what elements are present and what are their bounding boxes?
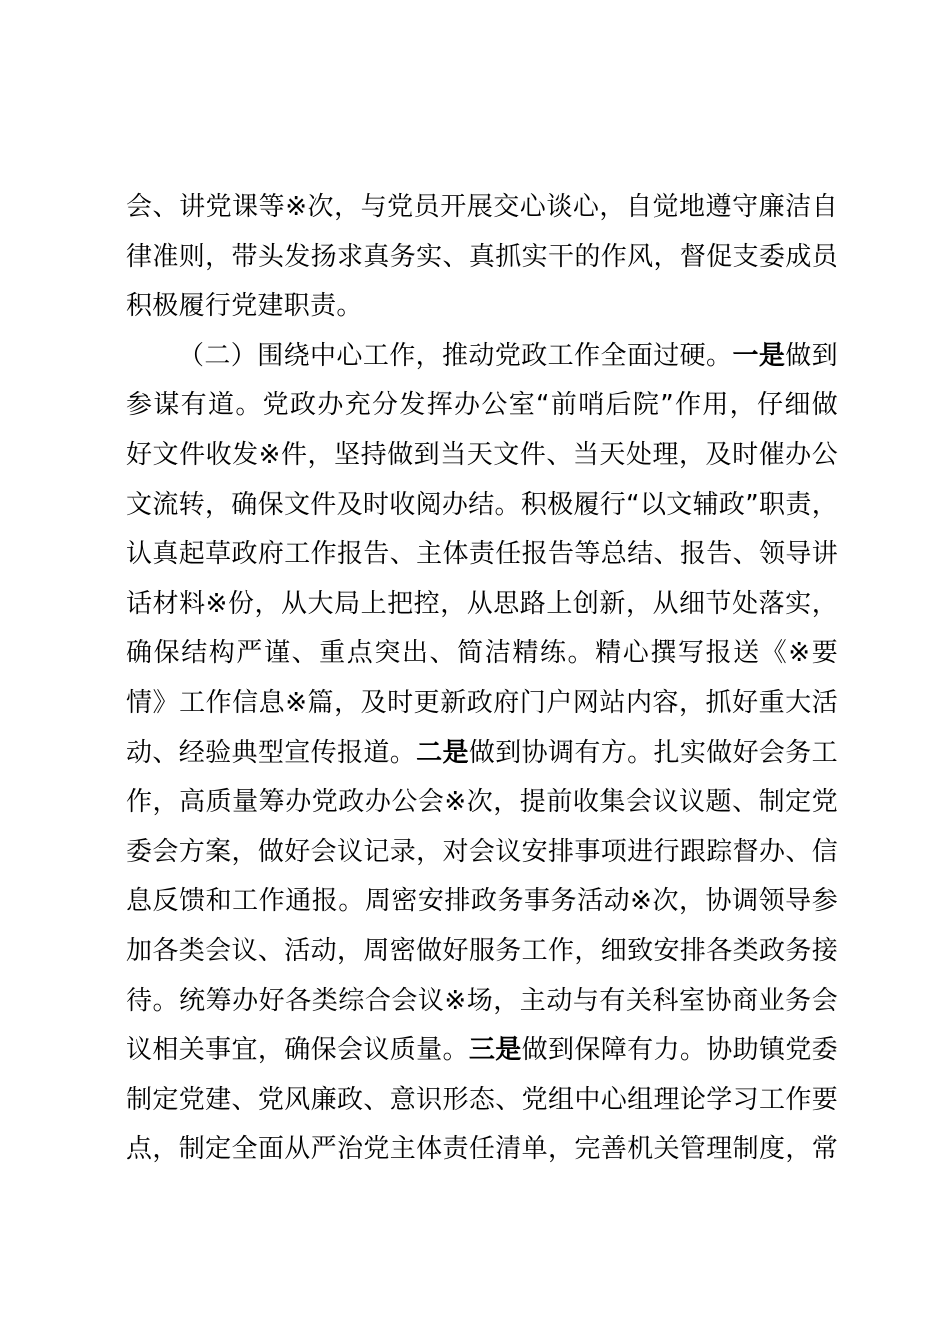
body-line: 作，高质量筹办党政办公会※次，提前收集会议议题、制定党 bbox=[126, 787, 838, 818]
body-line: 会、讲党课等※次，与党员开展交心谈心，自觉地遵守廉洁自 bbox=[126, 192, 838, 222]
body-line: 制定党建、党风廉政、意识形态、党组中心组理论学习工作要 bbox=[126, 1084, 838, 1115]
body-line: 话材料※份，从大局上把控，从思路上创新，从细节处落实， bbox=[126, 588, 838, 619]
body-text: 做到 bbox=[785, 340, 838, 371]
section-heading-line bbox=[126, 332, 838, 382]
body-line bbox=[126, 1026, 838, 1076]
body-line: 好文件收发※件，坚持做到当天文件、当天处理，及时催办公 bbox=[126, 439, 838, 470]
body-line: 文流转，确保文件及时收阅办结。积极履行“以文辅政”职责， bbox=[126, 489, 838, 520]
body-line: 加各类会议、活动，周密做好服务工作，细致安排各类政务接 bbox=[126, 935, 838, 966]
section-heading-text: （二）围绕中心工作，推动党政工作全面过硬。 bbox=[178, 340, 733, 371]
body-line: 点，制定全面从严治党主体责任清单，完善机关管理制度，常 bbox=[126, 1134, 838, 1165]
body-line: 待。统筹办好各类综合会议※场，主动与有关科室协商业务会 bbox=[126, 985, 838, 1016]
body-line: 委会方案，做好会议记录，对会议安排事项进行跟踪督办、信 bbox=[126, 836, 838, 867]
body-line: 情》工作信息※篇，及时更新政府门户网站内容，抓好重大活 bbox=[126, 687, 838, 718]
body-text: 做到保障有力。协助镇党委 bbox=[521, 1035, 838, 1066]
body-text: 议相关事宜，确保会议质量。 bbox=[126, 1035, 469, 1066]
body-line: 息反馈和工作通报。周密安排政务事务活动※次，协调领导参 bbox=[126, 886, 838, 917]
body-line: 确保结构严谨、重点突出、简洁精练。精心撰写报送《※要 bbox=[126, 638, 838, 669]
body-line: 参谋有道。党政办充分发挥办公室“前哨后院”作用，仔细做 bbox=[126, 390, 838, 421]
body-line bbox=[126, 729, 838, 779]
body-line: 认真起草政府工作报告、主体责任报告等总结、报告、领导讲 bbox=[126, 539, 838, 570]
document-body bbox=[126, 183, 838, 1175]
bold-marker-second: 二是 bbox=[416, 737, 469, 768]
body-line: 律准则，带头发扬求真务实、真抓实干的作风，督促支委成员 bbox=[126, 241, 838, 272]
body-text: 做到协调有方。扎实做好会务工 bbox=[468, 737, 838, 768]
bold-marker-first: 一是 bbox=[732, 340, 786, 371]
body-line: 积极履行党建职责。 bbox=[126, 291, 363, 322]
body-text: 动、经验典型宣传报道。 bbox=[126, 737, 417, 768]
bold-marker-third: 三是 bbox=[468, 1035, 522, 1066]
